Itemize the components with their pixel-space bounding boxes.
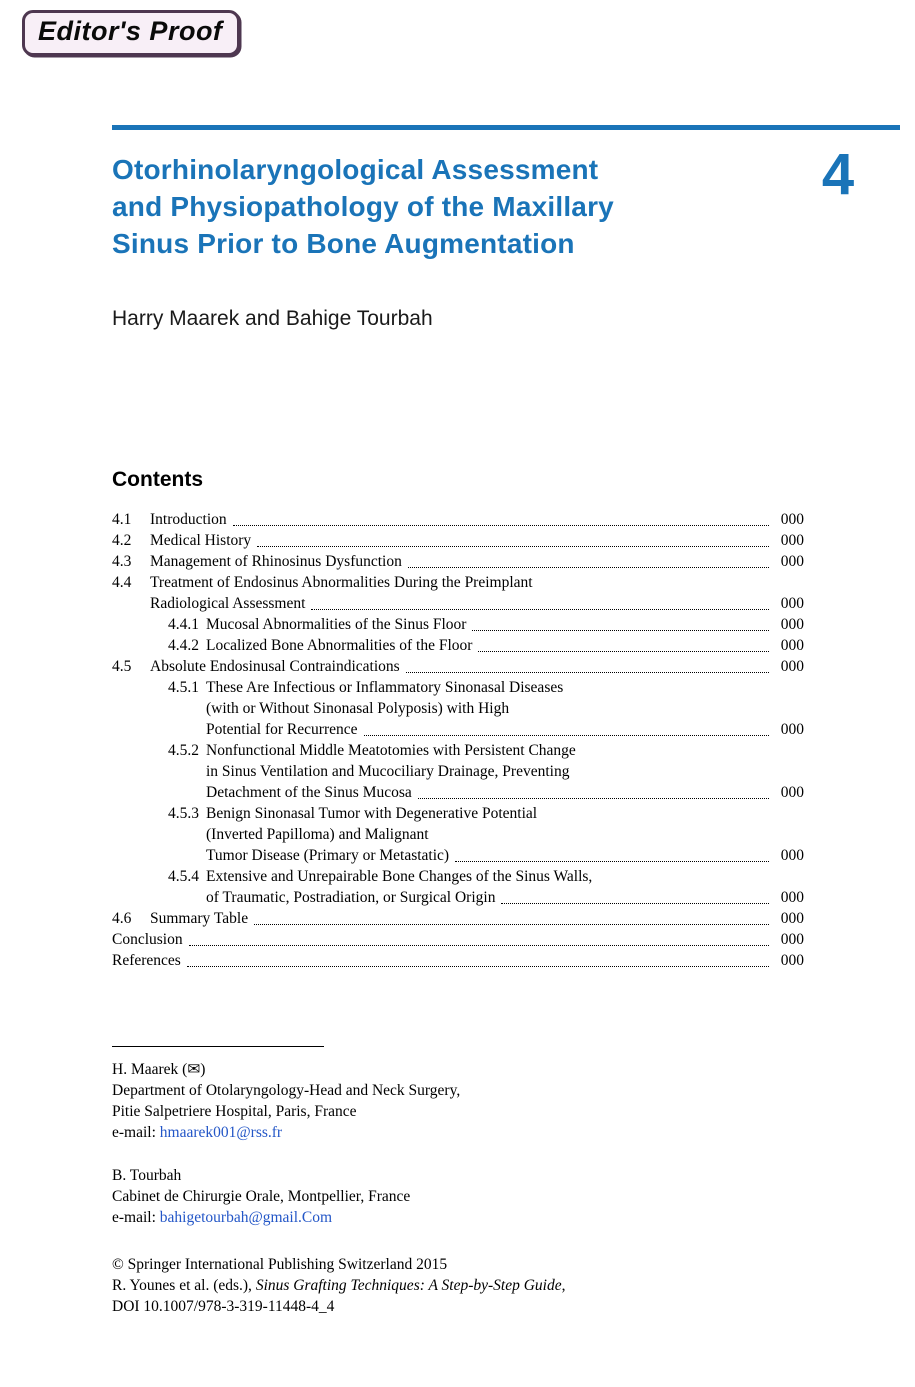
- book-title: Sinus Grafting Techniques: A Step-by-Step Guide: [255, 1277, 562, 1294]
- toc-page-number: 000: [780, 910, 804, 927]
- toc-row: [112, 593, 804, 614]
- toc-number: 4.3: [112, 553, 132, 570]
- toc-page-number: 000: [780, 931, 804, 948]
- author-note-email-line: [112, 1207, 804, 1228]
- toc-page-number: 000: [780, 511, 804, 528]
- author-note-tourbah: [112, 1165, 804, 1228]
- chapter-header-rule: [112, 125, 900, 130]
- toc-row: [112, 551, 804, 572]
- footnote-rule: [112, 1046, 324, 1047]
- toc-page-number: 000: [780, 532, 804, 549]
- toc-dot-leader: [311, 609, 769, 610]
- toc-title: Potential for Recurrence: [206, 721, 358, 738]
- toc-dot-leader: [455, 861, 769, 862]
- toc-row: [112, 530, 804, 551]
- contents-heading: Contents: [112, 468, 203, 491]
- toc-title: Absolute Endosinusal Contraindications: [150, 658, 400, 675]
- chapter-title-line-1: Otorhinolaryngological Assessment: [112, 154, 599, 185]
- toc-page-number: 000: [780, 595, 804, 612]
- toc-dot-leader: [478, 651, 769, 652]
- doi-line: DOI 10.1007/978-3-319-11448-4_4: [112, 1298, 335, 1315]
- toc-title: Mucosal Abnormalities of the Sinus Floor: [206, 616, 467, 633]
- toc-page-number: 000: [780, 889, 804, 906]
- toc-dot-leader: [408, 567, 769, 568]
- email-label: e-mail:: [112, 1124, 160, 1141]
- toc-title: Conclusion: [112, 931, 183, 948]
- toc-number: 4.4.1: [168, 616, 199, 633]
- toc-dot-leader: [254, 924, 769, 925]
- chapter-title-line-3: Sinus Prior to Bone Augmentation: [112, 228, 575, 259]
- toc-dot-leader: [406, 672, 769, 673]
- copyright-block: [112, 1254, 804, 1317]
- toc-number: 4.5: [112, 658, 132, 675]
- toc-number: 4.4: [112, 574, 132, 591]
- chapter-title: [112, 151, 752, 262]
- tourbah-email-link[interactable]: bahigetourbah@gmail.Com: [159, 1209, 333, 1226]
- toc-row: [112, 950, 804, 971]
- toc-row: [112, 824, 804, 845]
- author-note-affiliation: Department of Otolaryngology-Head and Neck Surgery,: [112, 1082, 461, 1099]
- toc-number: 4.5.2: [168, 742, 199, 759]
- toc-title: Detachment of the Sinus Mucosa: [206, 784, 412, 801]
- toc-title: Extensive and Unrepairable Bone Changes of the Sinus Walls,: [206, 868, 593, 885]
- toc-row: [112, 887, 804, 908]
- toc-title: in Sinus Ventilation and Mucociliary Drainage, Preventing: [206, 763, 570, 780]
- toc-title: Treatment of Endosinus Abnormalities During the Preimplant: [150, 574, 533, 591]
- contents-section: [112, 468, 804, 971]
- toc-row: [112, 614, 804, 635]
- toc-number: 4.6: [112, 910, 132, 927]
- toc-number: 4.5.1: [168, 679, 199, 696]
- toc-dot-leader: [189, 945, 769, 946]
- toc-dot-leader: [257, 546, 769, 547]
- toc-row: [112, 782, 804, 803]
- toc-row: [112, 845, 804, 866]
- toc-dot-leader: [472, 630, 769, 631]
- citation-prefix: R. Younes et al. (eds.),: [112, 1277, 256, 1294]
- toc-title: Radiological Assessment: [150, 595, 306, 612]
- toc-dot-leader: [187, 966, 769, 967]
- author-note-name: B. Tourbah: [112, 1167, 182, 1184]
- toc-row: [112, 719, 804, 740]
- toc-title: Management of Rhinosinus Dysfunction: [150, 553, 402, 570]
- toc-title: Medical History: [150, 532, 252, 549]
- toc-row: [112, 866, 804, 887]
- toc-title: Benign Sinonasal Tumor with Degenerative Potential: [206, 805, 538, 822]
- email-label: e-mail:: [112, 1209, 160, 1226]
- chapter-number: 4: [821, 142, 855, 207]
- toc-dot-leader: [418, 798, 769, 799]
- toc-title: Summary Table: [150, 910, 249, 927]
- toc-page-number: 000: [780, 952, 804, 969]
- toc-row: [112, 635, 804, 656]
- toc-page-number: 000: [780, 784, 804, 801]
- chapter-title-line-2: and Physiopathology of the Maxillary: [112, 191, 614, 222]
- toc-title: (with or Without Sinonasal Polyposis) with High: [206, 700, 510, 717]
- toc-page-number: 000: [780, 847, 804, 864]
- toc-number: 4.5.4: [168, 868, 199, 885]
- copyright-line: © Springer International Publishing Switzerland 2015: [112, 1256, 448, 1273]
- author-note-affiliation: Cabinet de Chirurgie Orale, Montpellier, France: [112, 1188, 411, 1205]
- toc-page-number: 000: [780, 553, 804, 570]
- author-note-name: H. Maarek (✉): [112, 1061, 206, 1078]
- toc-dot-leader: [364, 735, 770, 736]
- toc-title: of Traumatic, Postradiation, or Surgical Origin: [206, 889, 496, 906]
- author-note-email-line: [112, 1122, 804, 1143]
- toc-page-number: 000: [780, 721, 804, 738]
- toc-number: 4.1: [112, 511, 132, 528]
- toc-row: [112, 803, 804, 824]
- toc-row: [112, 740, 804, 761]
- toc-title: Localized Bone Abnormalities of the Floor: [206, 637, 473, 654]
- toc-dot-leader: [233, 525, 769, 526]
- author-note-affiliation: Pitie Salpetriere Hospital, Paris, France: [112, 1103, 357, 1120]
- toc-title: Introduction: [150, 511, 227, 528]
- toc-page-number: 000: [780, 616, 804, 633]
- toc-title: (Inverted Papilloma) and Malignant: [206, 826, 429, 843]
- toc-number: 4.5.3: [168, 805, 199, 822]
- toc-title: References: [112, 952, 181, 969]
- toc-title: These Are Infectious or Inflammatory Sinonasal Diseases: [206, 679, 564, 696]
- toc-row: [112, 572, 804, 593]
- footnote-area: [112, 1046, 804, 1317]
- editors-proof-stamp: [22, 10, 240, 56]
- toc-page-number: 000: [780, 658, 804, 675]
- toc-title: Nonfunctional Middle Meatotomies with Persistent Change: [206, 742, 576, 759]
- citation-line: [112, 1275, 804, 1296]
- maarek-email-link[interactable]: hmaarek001@rss.fr: [159, 1124, 283, 1141]
- toc-list: [112, 509, 804, 971]
- toc-page-number: 000: [780, 637, 804, 654]
- editors-proof-label: Editor's Proof: [38, 16, 223, 46]
- toc-row: [112, 677, 804, 698]
- toc-title: Tumor Disease (Primary or Metastatic): [206, 847, 450, 864]
- author-note-maarek: [112, 1059, 804, 1143]
- toc-row: [112, 761, 804, 782]
- citation-suffix: ,: [561, 1277, 566, 1294]
- toc-row: [112, 929, 804, 950]
- toc-dot-leader: [501, 903, 769, 904]
- toc-number: 4.4.2: [168, 637, 199, 654]
- toc-number: 4.2: [112, 532, 132, 549]
- toc-row: [112, 656, 804, 677]
- toc-row: [112, 509, 804, 530]
- toc-row: [112, 908, 804, 929]
- toc-row: [112, 698, 804, 719]
- chapter-authors: Harry Maarek and Bahige Tourbah: [112, 307, 433, 330]
